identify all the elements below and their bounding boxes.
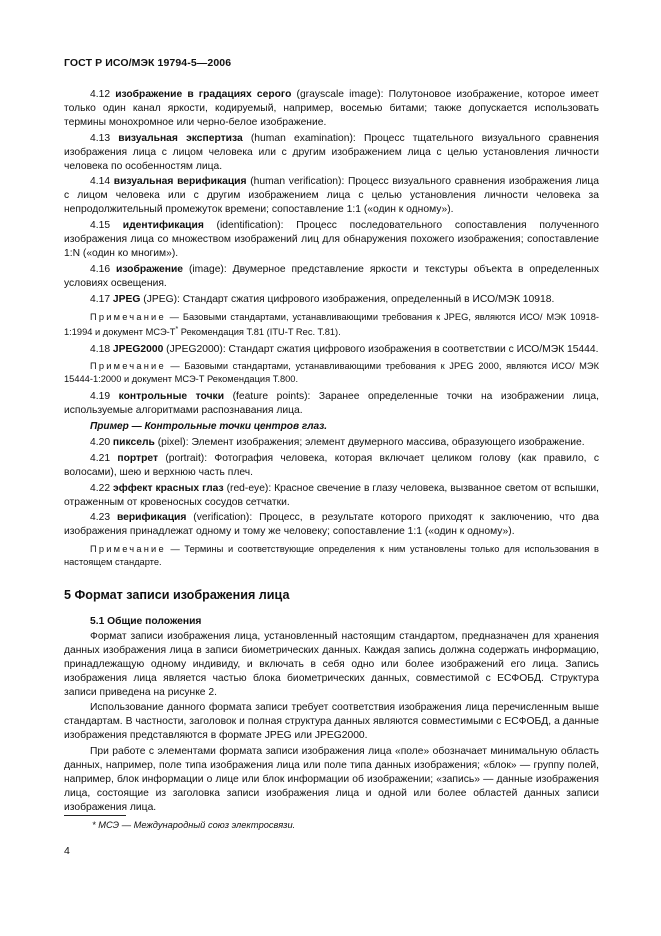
term-4-20: 4.20 пиксель (pixel): Элемент изображения; элемент двумерного массива, образующего изображение. — [90, 436, 585, 448]
page-content — [64, 88, 599, 817]
term-4-19: 4.19 контрольные точки (feature points): Заранее определенные точки на изображении лица, используемые алгоритмами распознавания лица. — [64, 391, 599, 417]
section-5-paragraph: При работе с элементами формата записи изображения лица «поле» обозначает минимальную область данных, например, поле типа изображения лица или поле типа данных изображения; «блок» — группу полей, например, блок информации о лице или блок информации об изображении; «запись» — данные изображения лица, состоящие из заголовка записи изображения лица и одной или более областей данных записи изображения лица. — [64, 746, 599, 813]
term-4-22: 4.22 эффект красных глаз (red-eye): Красное свечение в глазу человека, вызванное светом от вспышки, отраженным от кровеносных сосудов сетчатки. — [64, 482, 599, 508]
term-4-21: 4.21 портрет (portrait): Фотография человека, которая включает целиком голову (как правило, с волосами), шею и верхнюю часть плеч. — [64, 452, 599, 478]
term-4-16: 4.16 изображение (image): Двумерное представление яркости и текстуры объекта в определенных условиях освещения. — [64, 263, 599, 289]
page-number: 4 — [64, 845, 70, 857]
term-4-13: 4.13 визуальная экспертиза (human examination): Процесс тщательного визуального сравнения изображения лица с лицом человека или с другим изображением лица с целью установления личности человека по особенностям лица. — [64, 132, 599, 172]
example-feature-points: Пример — Контрольные точки центров глаз. — [90, 421, 328, 433]
subsection-5-1-title: 5.1 Общие положения — [90, 616, 202, 627]
note-terms-scope: Примечание — Термины и соответствующие определения к ним установлены только для использования в настоящем стандарте. — [64, 544, 599, 568]
section-5-paragraph: Использование данного формата записи требует соответствия изображения лица перечисленным выше стандартам. В частности, заголовок и полная структура данных являются совместимыми с ЕСФОБД, а данные изображения представляются в формате JPEG или JPEG2000. — [64, 702, 599, 742]
term-4-12: 4.12 изображение в градациях серого (grayscale image): Полутоновое изображение, которое имеет только один канал яркости, кодируемый, например, восемью битами; также допускается использовать термины монохромное или черно-белое изображение. — [64, 89, 599, 128]
note-jpeg: Примечание — Базовыми стандартами, устанавливающими требования к JPEG, являются ИСО/ МЭК 10918-1:1994 и документ МСЭ-Т* Рекомендация Т.81 (ITU-T Rec. T.81). — [64, 311, 599, 337]
term-4-15: 4.15 идентификация (identification): Процесс последовательного сопоставления полученного изображения лица со множеством изображений лиц для обнаружения похожего изображения; сопоставление 1:N («один ко многим»). — [64, 220, 599, 259]
note-jpeg2000: Примечание — Базовыми стандартами, устанавливающими требования к JPEG 2000, являются ИСО/ МЭК 15444-1:2000 и документ МСЭ-Т Рекомендация Т.800. — [64, 361, 599, 385]
running-header: ГОСТ Р ИСО/МЭК 19794-5—2006 — [64, 57, 232, 69]
term-4-14: 4.14 визуальная верификация (human verification): Процесс визуального сравнения изображения лица с лицом человека или с другим изображением лица с целью установления личности человека за непродолжительный промежуток времени; сопоставление 1:1 («один к одному»). — [64, 176, 599, 216]
footnote: * МСЭ — Международный союз электросвязи. — [92, 820, 296, 830]
term-4-17: 4.17 JPEG (JPEG): Стандарт сжатия цифрового изображения, определенный в ИСО/МЭК 10918. — [90, 293, 555, 305]
section-5-title: 5 Формат записи изображения лица — [64, 588, 290, 603]
term-4-18: 4.18 JPEG2000 (JPEG2000): Стандарт сжатия цифрового изображения в соответствии с ИСО/МЭК 15444. — [90, 343, 599, 355]
footnote-divider — [64, 815, 126, 816]
term-4-23: 4.23 верификация (verification): Процесс, в результате которого приходят к заключению, что два изображения принадлежат одному и тому же человеку; сопоставление 1:1 («один к одному»). — [64, 512, 599, 538]
section-5-paragraph: Формат записи изображения лица, установленный настоящим стандартом, предназначен для хранения данных изображения лица в записи биометрических данных. Каждая запись должна содержать информацию, принадлежащую одному индивиду, и включать в себя одно или более изображений его лица. Запись изображения лица является частью блока биометрических данных, совместимой с ЕСФОБД. Структура записи приведена на рисунке 2. — [64, 630, 599, 698]
